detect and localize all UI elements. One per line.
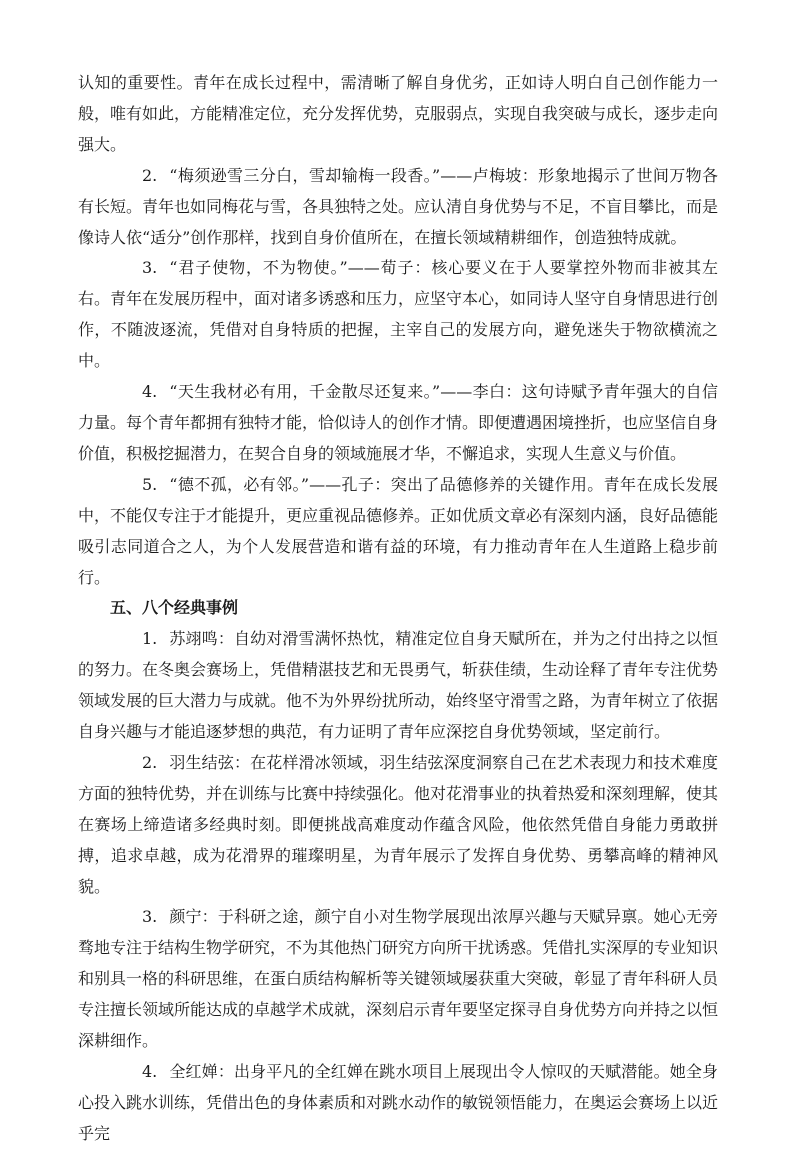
quote-item (78, 253, 718, 377)
section-heading: 五、八个经典事例 (110, 598, 239, 618)
quote-item (78, 161, 718, 254)
example-number: 1. (142, 629, 158, 649)
quote-text: “君子使物，不为物使。”——荀子：核心要义在于人要掌控外物而非被其左右。青年在发展历程中，面对诸多诱惑和压力，应坚守本心，如同诗人坚守自身情思进行创作，不随波逐流，凭借对自身特质的把握，主宰自己的发展方向，避免迷失于物欲横流之中。 (78, 258, 719, 371)
quote-item (78, 377, 718, 470)
intro-paragraph: 认知的重要性。青年在成长过程中，需清晰了解自身优劣，正如诗人明白自己创作能力一般，唯有如此，方能精准定位，充分发挥优势，克服弱点，实现自我突破与成长，逐步走向强大。 (78, 73, 719, 154)
quote-text: “德不孤，必有邻。”——孔子：突出了品德修养的关键作用。青年在成长发展中，不能仅专注于才能提升，更应重视品德修养。正如优质文章必有深刻内涵，良好品德能吸引志同道合之人，为个人发展营造和谐有益的环境，有力推动青年在人生道路上稳步前行。 (78, 474, 719, 587)
example-item (78, 902, 718, 1057)
example-text: 羽生结弦：在花样滑冰领域，羽生结弦深度洞察自己在艺术表现力和技术难度方面的独特优势，并在训练与比赛中持续强化。他对花滑事业的执着热爱和深刻理解，使其在赛场上缔造诸多经典时刻。即便挑战高难度动作蕴含风险，他依然凭借自身能力勇敢拼搏，追求卓越，成为花滑界的璀璨明星，为青年展示了发挥自身优势、勇攀高峰的精神风貌。 (78, 752, 719, 896)
quote-number: 2. (142, 165, 158, 185)
quote-number: 4. (142, 382, 158, 402)
example-item (78, 748, 718, 903)
quote-text: “天生我材必有用，千金散尽还复来。”——李白：这句诗赋予青年强大的自信力量。每个青年都拥有独特才能，恰似诗人的创作才情。即便遭遇困境挫折，也应坚信自身价值，积极挖掘潜力，在契合自身的领域施展才华，不懈追求，实现人生意义与价值。 (78, 382, 719, 463)
quote-text: “梅须逊雪三分白，雪却输梅一段香。”——卢梅坡：形象地揭示了世间万物各有长短。青年也如同梅花与雪，各具独特之处。应认清自身优势与不足，不盲目攀比，而是像诗人依“适分”创作那样，找到自身价值所在，在擅长领域精耕细作，创造独特成就。 (78, 165, 719, 247)
example-number: 3. (142, 907, 158, 927)
example-number: 2. (142, 752, 158, 772)
quote-item (78, 470, 718, 594)
quote-number: 3. (142, 258, 158, 278)
example-item (78, 624, 718, 748)
example-number: 4. (142, 1062, 158, 1081)
example-text: 颜宁：于科研之途，颜宁自小对生物学展现出浓厚兴趣与天赋异禀。她心无旁骛地专注于结构生物学研究，不为其他热门研究方向所干扰诱惑。凭借扎实深厚的专业知识和别具一格的科研思维，在蛋白质结构解析等关键领域屡获重大突破，彰显了青年科研人员专注擅长领域所能达成的卓越学术成就，深刻启示青年要坚定探寻自身优势方向并持之以恒深耕细作。 (78, 907, 719, 1051)
example-text: 全红婵：出身平凡的全红婵在跳水项目上展现出令人惊叹的天赋潜能。她全身心投入跳水训练，凭借出色的身体素质和对跳水动作的敏锐领悟能力，在奥运会赛场上以近乎完 (78, 1062, 719, 1143)
quote-number: 5. (142, 474, 158, 494)
example-item (78, 1057, 718, 1150)
document-page (78, 68, 718, 1150)
example-text: 苏翊鸣：自幼对滑雪满怀热忱，精准定位自身天赋所在，并为之付出持之以恒的努力。在冬奥会赛场上，凭借精湛技艺和无畏勇气，斩获佳绩，生动诠释了青年专注优势领域发展的巨大潜力与成就。他不为外界纷扰所动，始终坚守滑雪之路，为青年树立了依据自身兴趣与才能追逐梦想的典范，有力证明了青年应深挖自身优势领域，坚定前行。 (78, 629, 719, 742)
